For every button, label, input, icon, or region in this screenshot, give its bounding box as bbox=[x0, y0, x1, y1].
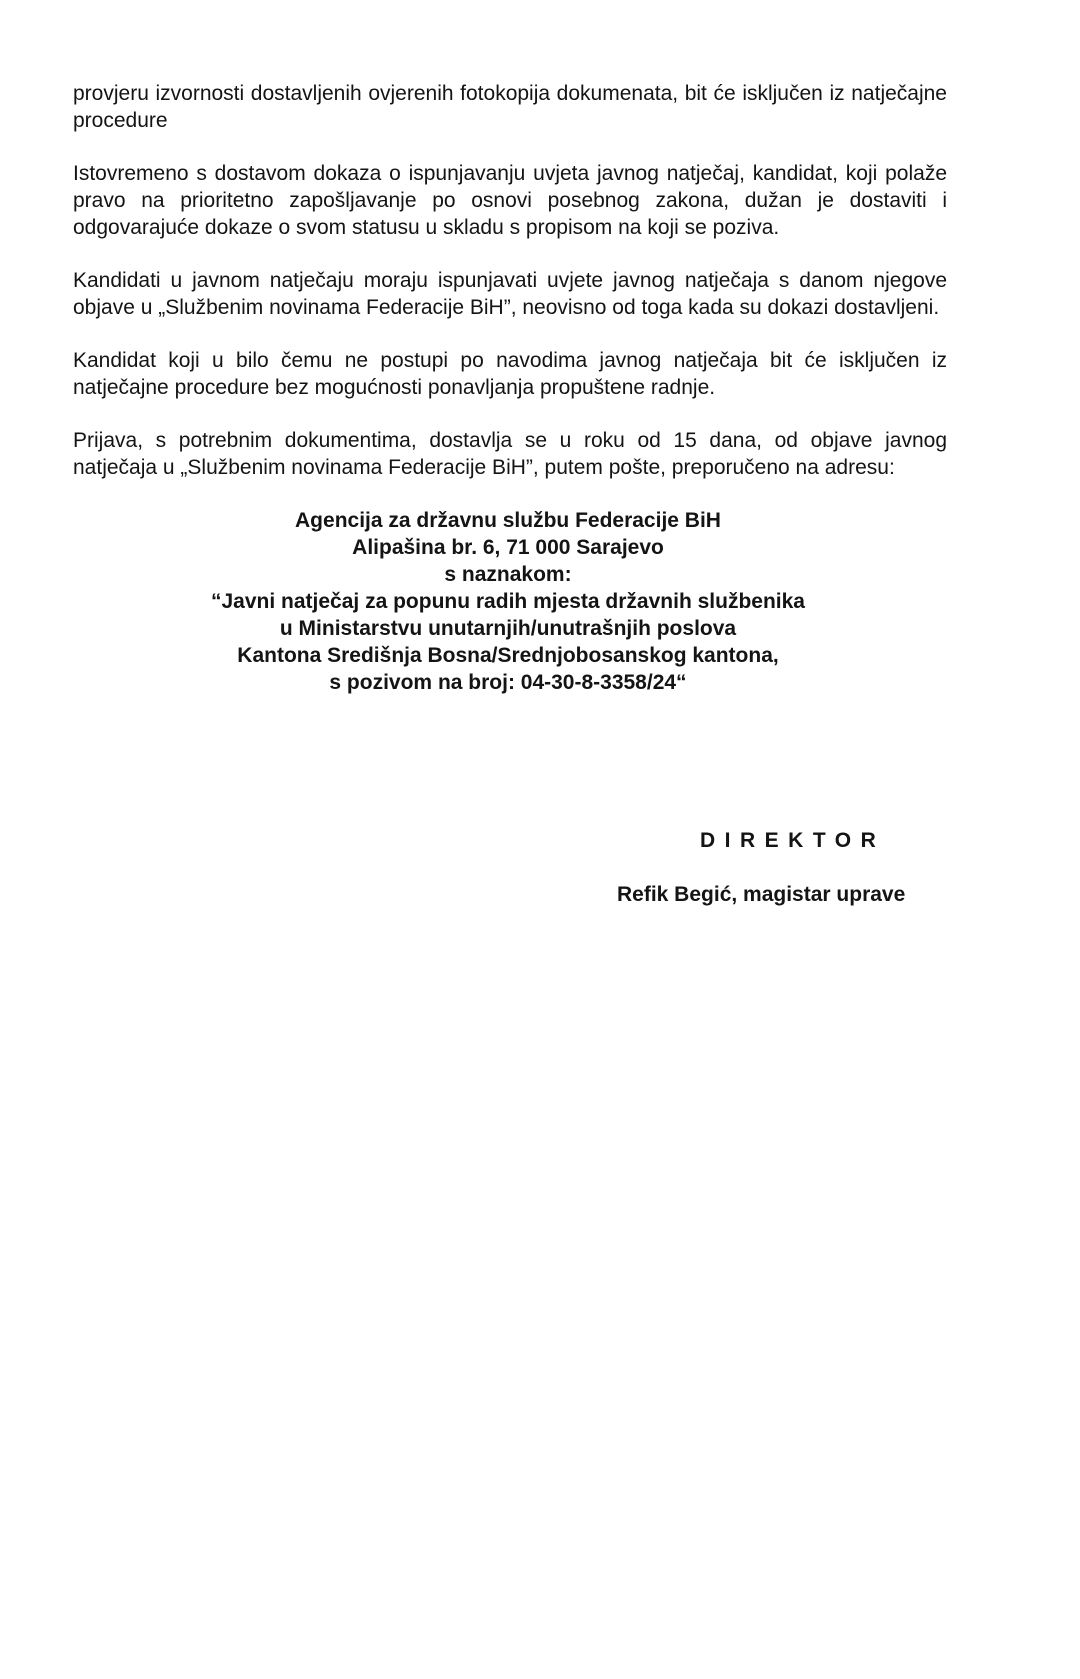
signature-name: Refik Begić, magistar uprave bbox=[617, 883, 906, 906]
paragraph-verification: provjeru izvornosti dostavljenih ovjerenih fotokopija dokumenata, bit će isključen iz natječajne procedure bbox=[73, 82, 947, 132]
address-marking-line-2: u Ministarstvu unutarnjih/unutrašnjih poslova bbox=[279, 617, 737, 640]
paragraph-exclusion: Kandidat koji u bilo čemu ne postupi po navodima javnog natječaja bit će isključen iz natječajne procedure bez mogućnosti ponavljanja propuštene radnje. bbox=[73, 349, 947, 399]
address-marking-line-1: “Javni natječaj za popunu radih mjesta državnih službenika bbox=[211, 590, 805, 613]
paragraph-conditions: Kandidati u javnom natječaju moraju ispunjavati uvjete javnog natječaja s danom njegove objave u „Službenim novinama Federacije BiH”, neovisno od toga kada su dokazi dostavljeni. bbox=[73, 269, 947, 319]
document-body bbox=[73, 80, 947, 696]
paragraph-application: Prijava, s potrebnim dokumentima, dostavlja se u roku od 15 dana, od objave javnog natječaja u „Službenim novinama Federacije BiH”, putem pošte, preporučeno na adresu: bbox=[73, 429, 947, 479]
address-marking-line-3: Kantona Središnja Bosna/Srednjobosanskog kantona, bbox=[237, 644, 779, 667]
address-block bbox=[73, 507, 947, 696]
address-street: Alipašina br. 6, 71 000 Sarajevo bbox=[352, 536, 664, 559]
address-reference-number: s pozivom na broj: 04-30-8-3358/24“ bbox=[329, 671, 687, 694]
address-marking-label: s naznakom: bbox=[444, 563, 572, 586]
address-agency: Agencija za državnu službu Federacije BiH bbox=[295, 509, 721, 532]
signature-title: DIREKTOR bbox=[700, 829, 886, 852]
paragraph-priority-employment: Istovremeno s dostavom dokaza o ispunjavanju uvjeta javnog natječaj, kandidat, koji polaže pravo na prioritetno zapošljavanje po osnovi posebnog zakona, dužan je dostaviti i odgovarajuće dokaze o svom statusu u skladu s propisom na koji se poziva. bbox=[73, 162, 947, 239]
